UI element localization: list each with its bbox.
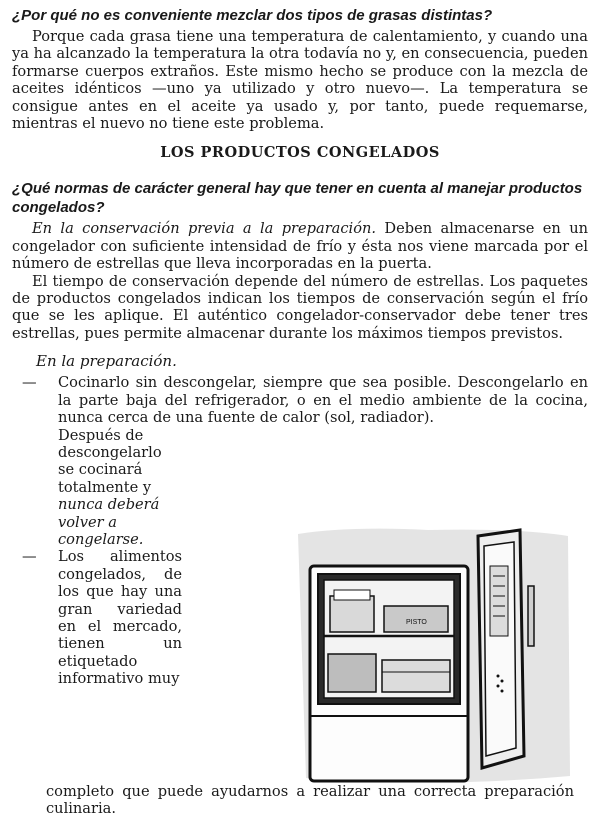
list-item-labels — [12, 548, 182, 687]
paragraph-conservation-lead: En la conservación previa a la preparación. — [32, 220, 377, 238]
list-item-thawing-continued — [12, 427, 182, 549]
list-item-thawing-text: Cocinarlo sin descongelar, siempre que sea posible. Descongelarlo en la parte baja del refrigerador, o en el medio ambiente de la cocina, nunca cerca de una fuente de calor (sol, radiador). — [58, 374, 588, 427]
dash-marker: — — [22, 374, 37, 392]
thawing-warning: nunca deberá volver a congelarse. — [58, 496, 160, 548]
list-item-labels-continued: completo que puede ayudarnos a realizar una correcta preparación culinaria. — [46, 783, 574, 818]
box-label-pisto: PISTO — [406, 619, 427, 626]
freezer-illustration — [288, 526, 573, 788]
sub-heading-preparation: En la preparación. — [36, 352, 177, 371]
section-heading: LOS PRODUCTOS CONGELADOS — [160, 144, 440, 162]
list-item-labels-text: Los alimentos congelados, de los que hay una gran variedad en el mercado, tienen un etiquetado informativo muy — [58, 548, 182, 688]
thawing-continued-text: Después de descongelarlo se cocinará totalmente y — [58, 426, 162, 496]
narrow-column — [12, 427, 182, 688]
paragraph-stars: El tiempo de conservación depende del número de estrellas. Los paquetes de productos congelados indican los tiempos de conservación según el frío que se les aplique. El auténtico congelador-conservador debe tener tres estrellas, pues permite almacenar durante los máximos tiempos previstos. — [12, 272, 588, 342]
dash-marker: — — [22, 548, 37, 566]
question-fats: ¿Por qué no es conveniente mezclar dos tipos de grasas distintas? — [12, 7, 493, 24]
question-frozen: ¿Qué normas de carácter general hay que tener en cuenta al manejar productos congelados? — [12, 180, 583, 217]
answer-fats: Porque cada grasa tiene una temperatura de calentamiento, y cuando una ya ha alcanzado la temperatura la otra todavía no y, en consecuencia, pueden formarse cuerpos extraños. Este mismo hecho se produce con la mezcla de aceites idénticos —uno ya utilizado y otro nuevo—. La temperatura se consigue antes en el aceite ya usado y, por tanto, puede requemarse, mientras el nuevo no tiene este problema. — [12, 28, 588, 133]
paragraph-conservation-text: Deben almacenarse en un congelador con suficiente intensidad de frío y ésta nos viene marcada por el número de estrellas que lleva incorporadas en la puerta. — [12, 220, 588, 273]
paragraph-conservation — [12, 220, 588, 272]
list-item-thawing — [12, 374, 588, 426]
